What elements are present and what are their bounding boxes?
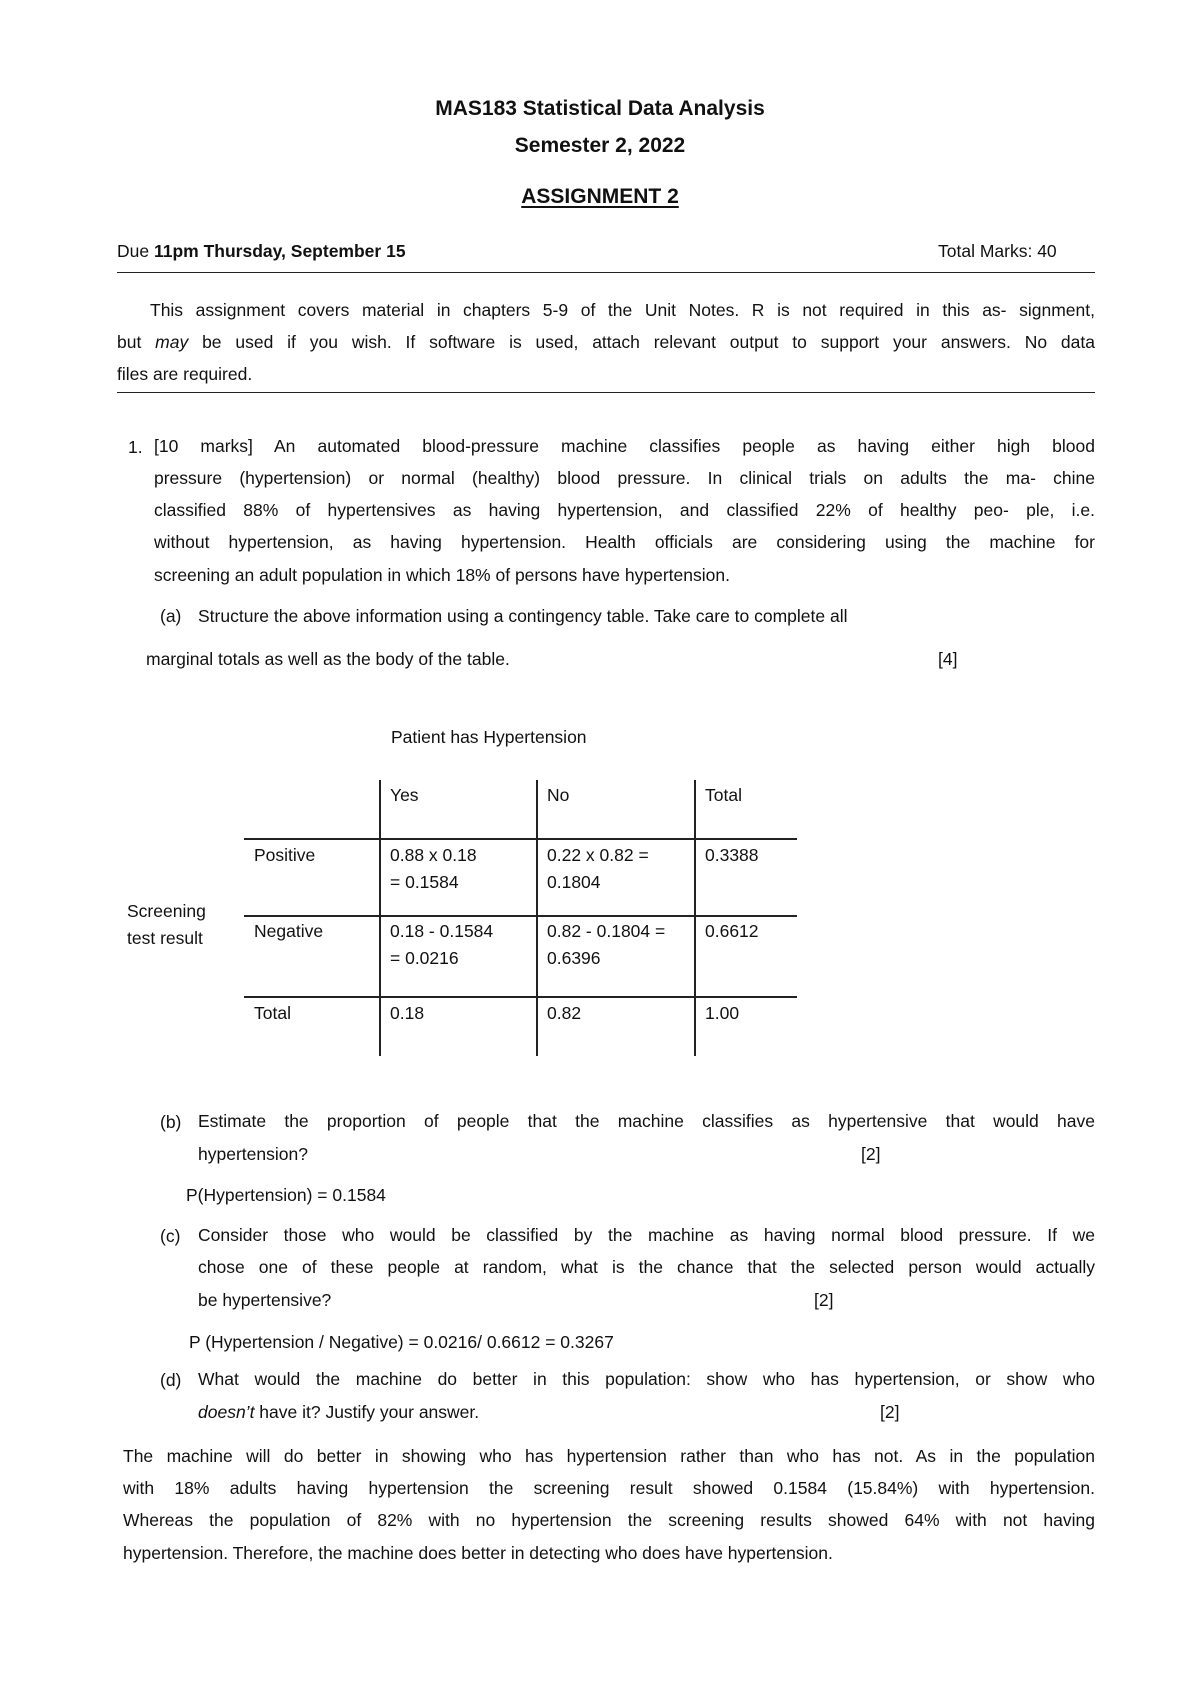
row-header-line-1: Screening (127, 901, 206, 921)
row-label-positive: Positive (254, 845, 316, 865)
assignment-heading-text: ASSIGNMENT 2 (521, 185, 679, 208)
part-c-line-2: chose one of these people at random, what is the chance that the selected person would actually (198, 1257, 1095, 1277)
cell-positive-no-2: 0.1804 (547, 872, 601, 892)
semester-label: Semester 2, 2022 (514, 134, 686, 157)
part-d-label: (d) (160, 1370, 182, 1390)
row-label-total: Total (254, 1003, 291, 1023)
intro-line-2-post: be used if you wish. If software is used, attach relevant output to support your answers. No data (188, 332, 1095, 352)
part-b-line-1: Estimate the proportion of people that the machine classifies as hypertensive that would have (198, 1111, 1095, 1131)
table-caption: Patient has Hypertension (391, 727, 587, 747)
course-title: MAS183 Statistical Data Analysis (435, 97, 765, 120)
cell-positive-yes-2: = 0.1584 (390, 872, 459, 892)
part-d-emphasis: doesn’t (198, 1402, 255, 1422)
part-c-line-1: Consider those who would be classified by the machine as having normal blood pressure. If we (198, 1225, 1095, 1245)
answer-d-line-4: hypertension. Therefore, the machine does better in detecting who does have hypertension. (123, 1543, 833, 1563)
part-a-line-1: Structure the above information using a contingency table. Take care to complete all (198, 606, 848, 626)
column-header-no: No (547, 785, 570, 805)
part-b-line-2: hypertension? (198, 1144, 308, 1164)
part-c-label: (c) (160, 1226, 181, 1246)
column-header-total: Total (705, 785, 742, 805)
assignment-heading (0, 185, 1200, 209)
cell-positive-yes-1: 0.88 x 0.18 (390, 845, 477, 865)
cell-negative-total: 0.6612 (705, 921, 759, 941)
intro-line-3: files are required. (117, 364, 253, 384)
table-vline-3 (694, 780, 696, 1056)
table-vline-2 (536, 780, 538, 1056)
cell-negative-no-2: 0.6396 (547, 948, 601, 968)
part-b-label: (b) (160, 1112, 182, 1132)
cell-total-yes: 0.18 (390, 1003, 425, 1023)
part-b-answer: P(Hypertension) = 0.1584 (186, 1185, 386, 1205)
due-datetime: 11pm Thursday, September 15 (153, 241, 406, 261)
question-line-5: screening an adult population in which 18% of persons have hypertension. (154, 565, 730, 585)
part-d-line-1: What would the machine do better in this population: show who has hypertension, or show who (198, 1369, 1095, 1389)
question-number: 1. (128, 437, 143, 457)
question-line-4: without hypertension, as having hypertension. Health officials are considering using the machine for (154, 532, 1095, 552)
question-line-1: [10 marks] An automated blood-pressure machine classifies people as having either high blood (154, 436, 1095, 456)
answer-d-line-1: The machine will do better in showing who has hypertension rather than who has not. As in the population (123, 1446, 1095, 1466)
part-a-label: (a) (160, 606, 182, 626)
question-line-3: classified 88% of hypertensives as having hypertension, and classified 22% of healthy peo- ple, i.e. (154, 500, 1095, 520)
part-b-marks: [2] (861, 1144, 881, 1164)
due-prefix: Due (117, 241, 154, 261)
intro-line-2-pre: but (117, 332, 156, 352)
part-d-line-2-post: have it? Justify your answer. (254, 1402, 480, 1422)
cell-positive-no-1: 0.22 x 0.82 = (547, 845, 649, 865)
row-header-line-2: test result (127, 928, 203, 948)
table-vline-1 (379, 780, 381, 1056)
cell-total-total: 1.00 (705, 1003, 740, 1023)
intro-line-1: This assignment covers material in chapters 5-9 of the Unit Notes. R is not required in this as- signment, (150, 300, 1095, 320)
part-a-marks: [4] (938, 649, 958, 669)
part-c-answer: P (Hypertension / Negative) = 0.0216/ 0.6612 = 0.3267 (189, 1332, 614, 1352)
answer-d-line-3: Whereas the population of 82% with no hypertension the screening results showed 64% with not having (123, 1510, 1095, 1530)
total-marks: Total Marks: 40 (938, 241, 1057, 261)
table-hline-1 (244, 838, 797, 840)
table-hline-3 (244, 996, 797, 998)
intro-emphasis: may (155, 332, 189, 352)
intro-line-2 (117, 332, 1095, 353)
part-c-marks: [2] (814, 1290, 834, 1310)
bottom-rule (117, 392, 1095, 393)
cell-negative-yes-1: 0.18 - 0.1584 (390, 921, 494, 941)
column-header-yes: Yes (390, 785, 419, 805)
answer-d-line-2: with 18% adults having hypertension the screening result showed 0.1584 (15.84%) with hypertension. (123, 1478, 1095, 1498)
row-label-negative: Negative (254, 921, 324, 941)
due-date (117, 240, 406, 262)
question-line-2: pressure (hypertension) or normal (healthy) blood pressure. In clinical trials on adults the ma- chine (154, 468, 1095, 488)
cell-negative-no-1: 0.82 - 0.1804 = (547, 921, 666, 941)
part-d-line-2 (198, 1401, 479, 1423)
cell-negative-yes-2: = 0.0216 (390, 948, 459, 968)
part-a-line-2: marginal totals as well as the body of the table. (146, 649, 510, 669)
table-hline-2 (244, 915, 797, 917)
part-d-marks: [2] (880, 1402, 900, 1422)
cell-positive-total: 0.3388 (705, 845, 759, 865)
top-rule (117, 272, 1095, 273)
part-c-line-3: be hypertensive? (198, 1290, 332, 1310)
cell-total-no: 0.82 (547, 1003, 582, 1023)
